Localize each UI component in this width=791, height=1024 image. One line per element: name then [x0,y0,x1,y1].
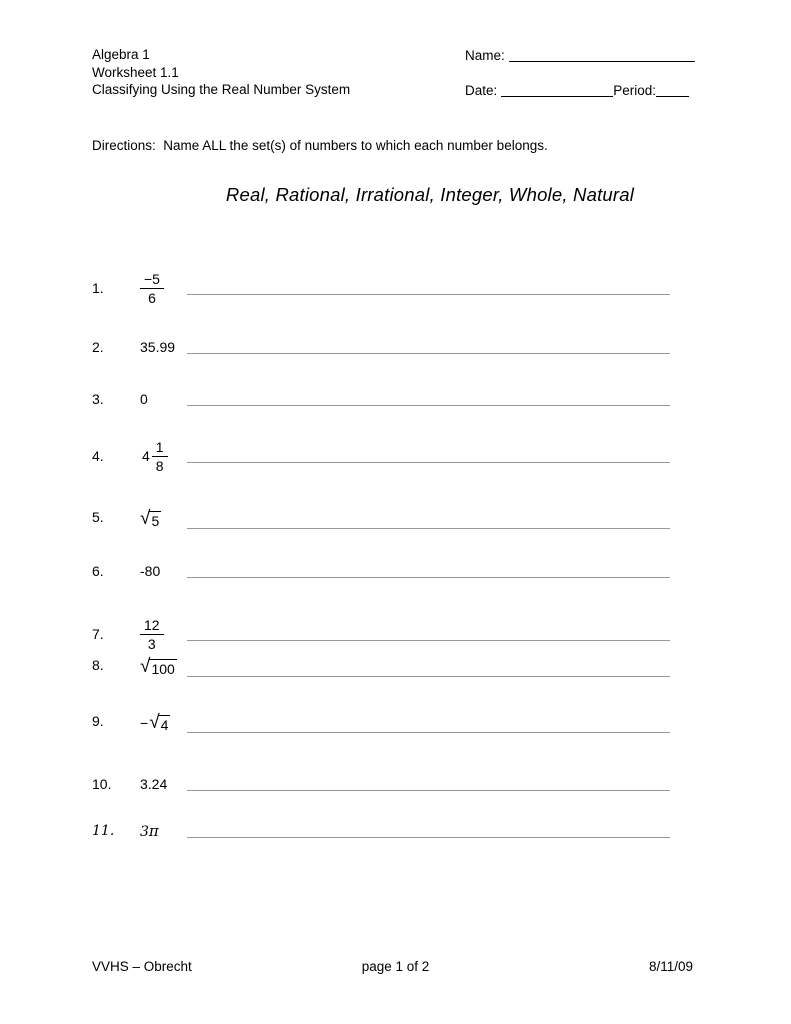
problem-expression [140,616,187,653]
problem-row [92,821,670,841]
problem-number: 4. [92,448,104,464]
square-root-expression [140,657,177,677]
radicand: 4 [160,716,169,733]
radical-icon: √ [140,508,151,529]
number-value: -80 [140,563,161,579]
period-label: Period: [613,83,657,98]
date-label: Date: [465,83,498,98]
problem-expression [142,438,189,475]
problem-number: 2. [92,339,104,355]
problem-expression [140,270,187,307]
mixed-number [142,438,168,475]
answer-blank[interactable] [187,294,670,295]
problem-number: 10. [92,776,112,792]
problem-expression [140,509,187,529]
problem-row [92,611,670,657]
answer-blank[interactable] [187,837,670,838]
footer-author: VVHS – Obrecht [92,959,192,974]
pi-coefficient: 3 [140,824,149,840]
number-sets-heading: Real, Rational, Irrational, Integer, Whole, Natural [225,184,635,205]
radicand: 100 [151,660,175,677]
fraction [140,270,164,307]
name-label: Name: [465,48,505,63]
problem-expression [140,391,187,407]
problem-row [92,265,670,311]
problem-number: 7. [92,626,104,642]
pi-symbol: π [148,822,159,840]
problem-number: 6. [92,563,104,579]
fraction-denominator: 6 [148,289,156,306]
square-root-expression [140,509,161,529]
worksheet-number: Worksheet 1.1 [92,64,179,80]
fraction [140,616,164,653]
answer-blank[interactable] [187,462,670,463]
footer-page-number: page 1 of 2 [361,959,430,974]
number-value: 0 [140,391,148,407]
footer-date: 8/11/09 [648,959,693,974]
fraction-denominator: 8 [155,457,164,474]
problem-expression [140,776,187,792]
problem-row [92,657,670,683]
radical-icon: √ [140,656,151,677]
problem-number: 3. [92,391,104,407]
radicand: 5 [151,512,160,529]
square-root-expression [140,713,170,733]
answer-blank[interactable] [187,640,670,641]
problem-row [92,713,670,739]
answer-blank[interactable] [187,577,670,578]
number-value: 35.99 [140,339,176,355]
problem-row [92,774,670,794]
course-title: Algebra 1 [92,47,150,62]
problem-row [92,337,670,357]
problem-number: 8. [92,657,104,673]
radical-icon: √ [149,712,160,733]
answer-blank[interactable] [187,528,670,529]
problem-row [92,561,670,581]
answer-blank[interactable] [187,676,670,677]
worksheet-title: Classifying Using the Real Number System [92,82,351,97]
problem-number: 9. [92,713,104,729]
directions-text: Directions: Name ALL the set(s) of numbers to which each number belongs. [92,138,548,153]
problem-expression [140,657,187,677]
problem-expression [140,563,187,579]
answer-blank[interactable] [187,353,670,354]
answer-blank[interactable] [187,405,670,406]
fraction-denominator: 3 [147,635,156,652]
pi-expression [140,824,159,840]
problem-number: 11. [92,823,115,839]
number-value: 3.24 [140,776,168,792]
minus-sign: − [140,714,149,731]
mixed-whole-part: 4 [142,448,150,464]
problem-number: 5. [92,509,104,525]
problem-expression [140,822,187,840]
problem-expression [140,339,187,355]
problem-expression [140,713,187,733]
fraction [152,438,168,475]
fraction-numerator: −5 [140,270,164,289]
answer-blank[interactable] [187,732,670,733]
fraction-numerator: 12 [140,616,164,635]
problem-row [92,509,670,535]
fraction-numerator: 1 [152,438,168,457]
problem-number: 1. [92,280,104,296]
problem-row [92,433,670,479]
answer-blank[interactable] [187,790,670,791]
problem-row [92,389,670,409]
